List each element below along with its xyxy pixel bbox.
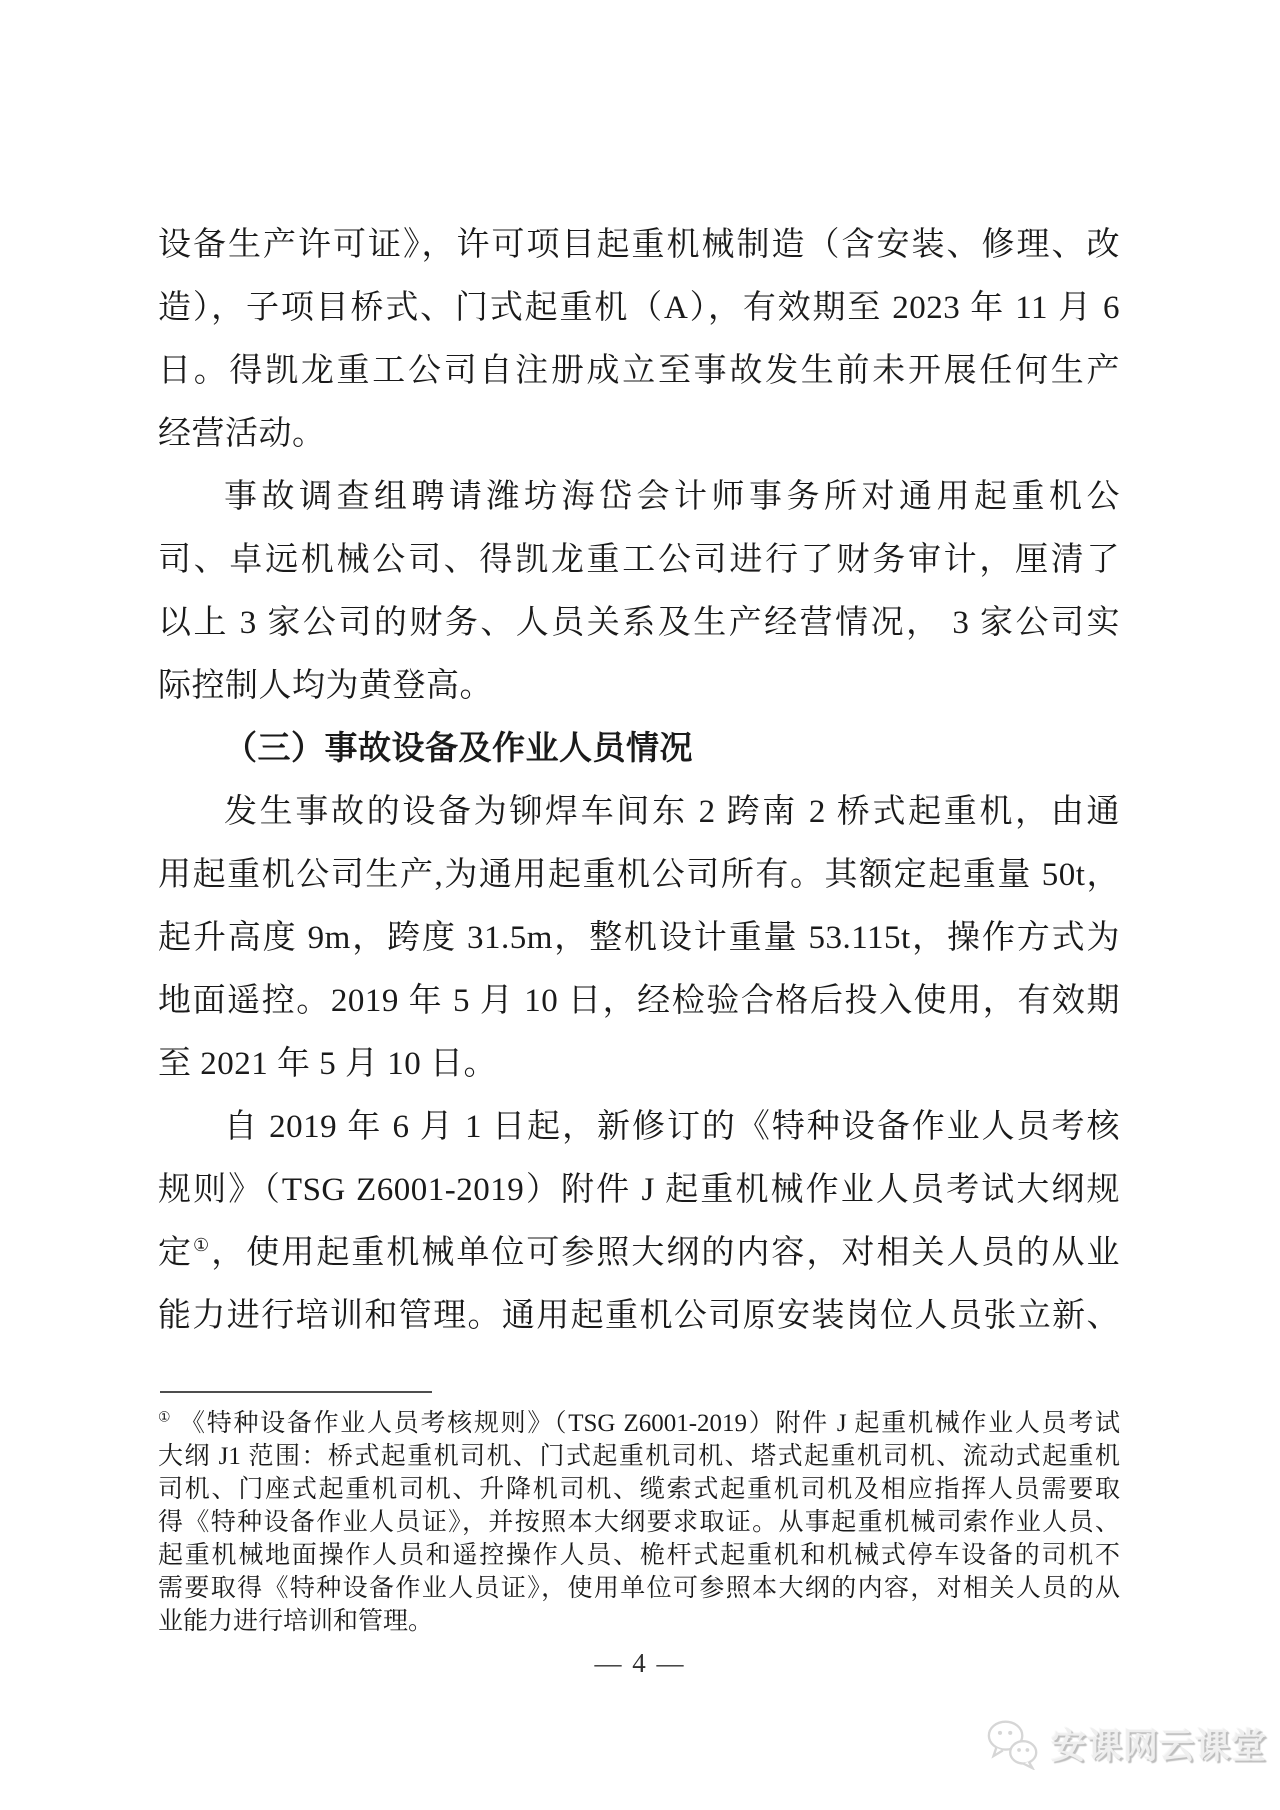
footnote-line: 得《特种设备作业人员证》，并按照本大纲要求取证。从事起重机械司索作业人员、 <box>158 1509 1120 1536</box>
body-line: 能力进行培训和管理。通用起重机公司原安装岗位人员张立新、 <box>158 1298 1120 1334</box>
footnote-divider <box>160 1391 432 1393</box>
footnote-marker: ① <box>158 1409 173 1425</box>
body-line: 起升高度 9m，跨度 31.5m，整机设计重量 53.115t，操作方式为 <box>158 920 1120 956</box>
footnote <box>158 1407 1120 1638</box>
footnote-text: 《特种设备作业人员考核规则》（TSG Z6001-2019）附件 J 起重机械作业人员考试 <box>180 1410 1121 1437</box>
body-line: 规则》（TSG Z6001-2019）附件 J 起重机械作业人员考试大纲规 <box>158 1172 1120 1208</box>
wechat-chat-bubbles-icon <box>985 1718 1041 1770</box>
body-line: 发生事故的设备为铆焊车间东 2 跨南 2 桥式起重机，由通 <box>224 794 1120 830</box>
body-line: 设备生产许可证》，许可项目起重机械制造（含安装、修理、改 <box>158 227 1120 263</box>
footnote-line: 业能力进行培训和管理。 <box>158 1608 434 1635</box>
body-line-pre: 定 <box>158 1235 194 1271</box>
watermark <box>985 1718 1267 1770</box>
body-line: 至 2021 年 5 月 10 日。 <box>158 1046 497 1082</box>
body-line: 以上 3 家公司的财务、人员关系及生产经营情况， 3 家公司实 <box>158 605 1121 641</box>
footnote-line: 起重机械地面操作人员和遥控操作人员、桅杆式起重机和机械式停车设备的司机不 <box>158 1542 1120 1569</box>
page-number: — 4 — <box>594 1648 686 1678</box>
watermark-text: 安课网云课堂 <box>1051 1727 1268 1766</box>
body-line-post: ，使用起重机械单位可参照大纲的内容，对相关人员的从业 <box>211 1235 1121 1271</box>
body-line: 事故调查组聘请潍坊海岱会计师事务所对通用起重机公 <box>224 479 1120 515</box>
main-text <box>158 214 1120 1348</box>
footnote-line: 大纲 J1 范围：桥式起重机司机、门式起重机司机、塔式起重机司机、流动式起重机 <box>158 1443 1120 1470</box>
body-line: 经营活动。 <box>158 416 326 452</box>
body-line: 用起重机公司生产,为通用起重机公司所有。其额定起重量 50t， <box>158 857 1120 893</box>
footnote-reference-marker: ① <box>193 1235 212 1255</box>
footnote-line: 需要取得《特种设备作业人员证》，使用单位可参照本大纲的内容，对相关人员的从 <box>158 1575 1120 1602</box>
body-line: 自 2019 年 6 月 1 日起，新修订的《特种设备作业人员考核 <box>224 1109 1120 1145</box>
body-line: 际控制人均为黄登高。 <box>158 668 493 704</box>
section-heading: （三）事故设备及作业人员情况 <box>224 731 693 767</box>
body-line: 日。得凯龙重工公司自注册成立至事故发生前未开展任何生产 <box>158 353 1120 389</box>
body-line: 司、卓远机械公司、得凯龙重工公司进行了财务审计，厘清了 <box>158 542 1120 578</box>
footnote-line: 司机、门座式起重机司机、升降机司机、缆索式起重机司机及相应指挥人员需要取 <box>158 1476 1120 1503</box>
footnote-line <box>158 1407 1120 1440</box>
body-line: 造），子项目桥式、门式起重机（A），有效期至 2023 年 11 月 6 <box>158 290 1120 326</box>
body-line: 地面遥控。2019 年 5 月 10 日，经检验合格后投入使用，有效期 <box>158 983 1120 1019</box>
body-line-with-footnote-ref <box>158 1222 1120 1285</box>
